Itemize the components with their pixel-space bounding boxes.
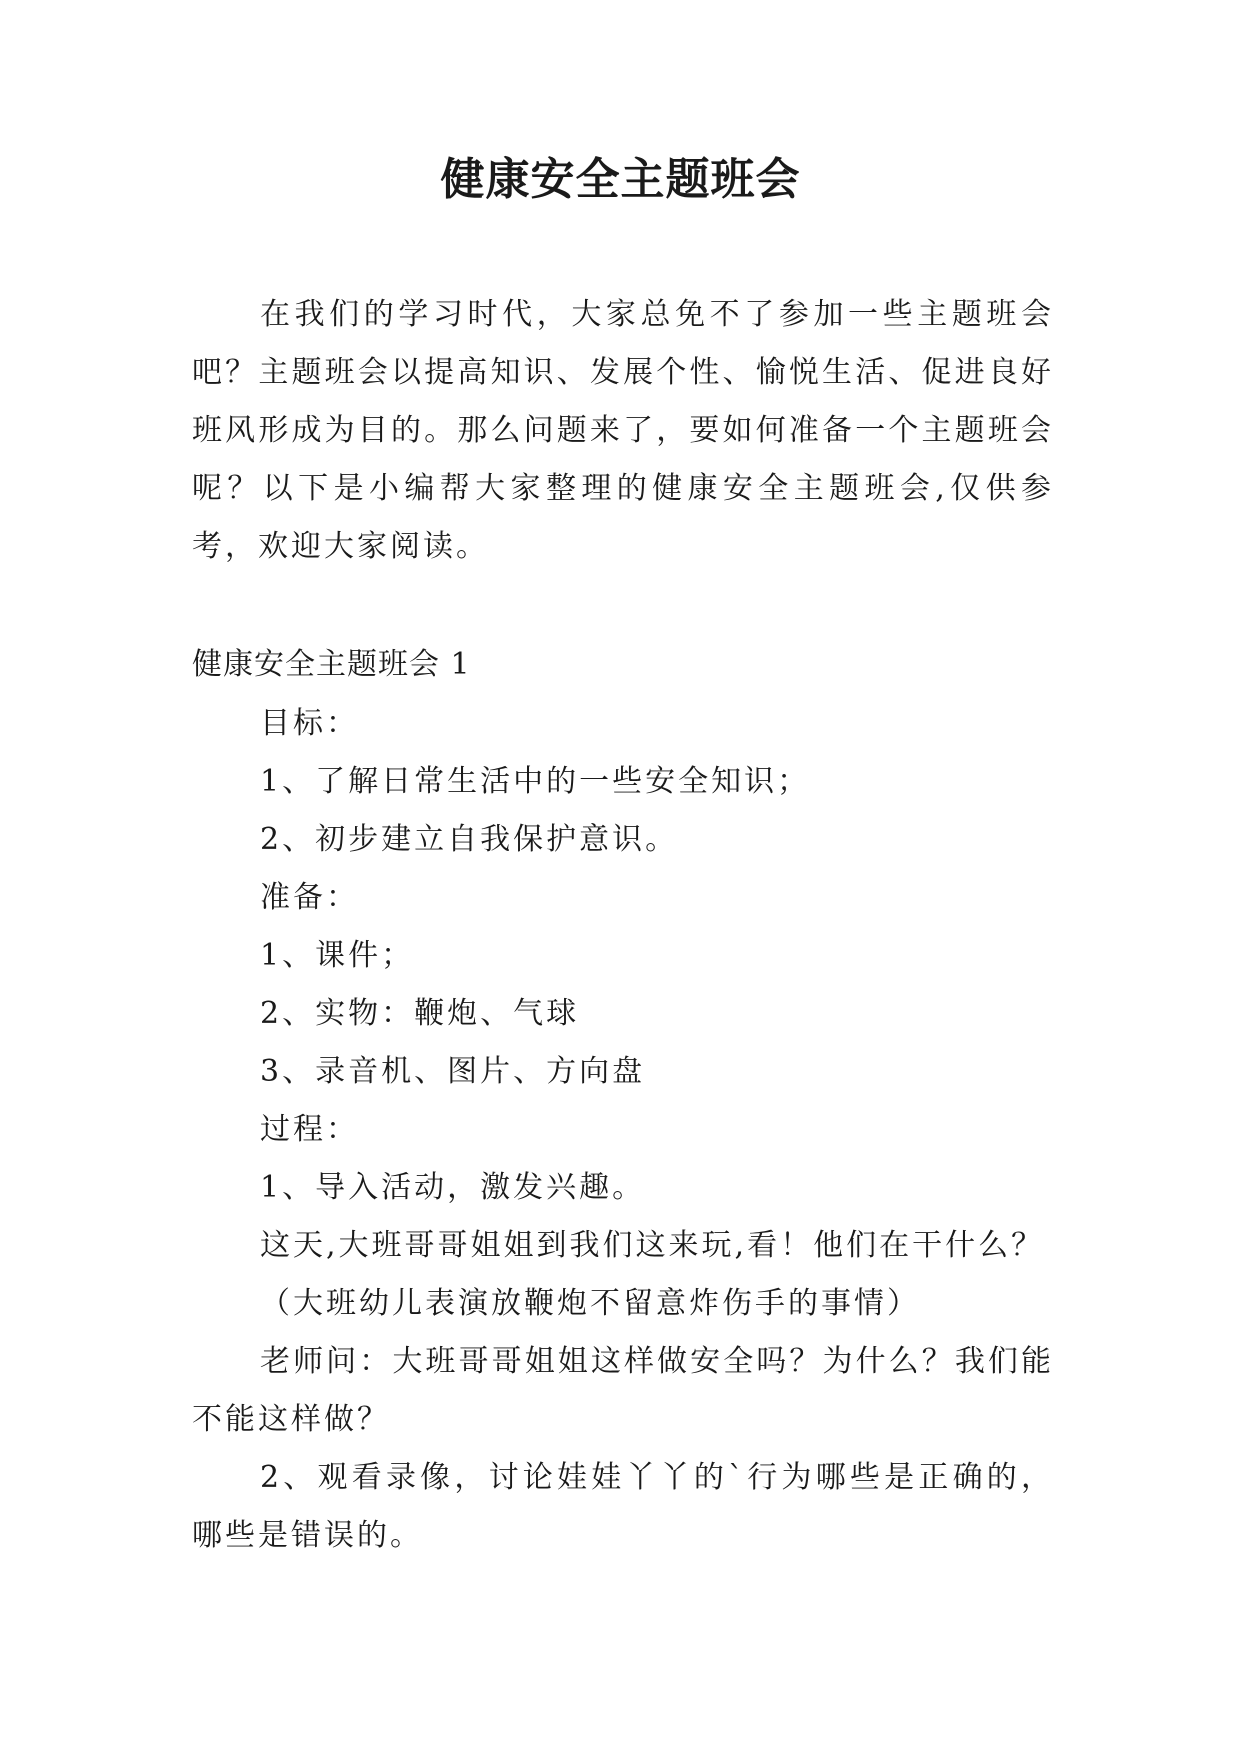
body-line: 过程： (260, 1112, 359, 1147)
body-paragraph: 2、观看录像，讨论娃娃丫丫的`行为哪些是正确的，哪些是错误的。 (192, 1460, 1054, 1553)
body-line: 2、实物：鞭炮、气球 (260, 996, 580, 1031)
body-line: 2、初步建立自我保护意识。 (260, 822, 679, 857)
document-title: 健康安全主题班会 (440, 154, 801, 205)
body-line: 1、导入活动，激发兴趣。 (260, 1170, 646, 1205)
body-line: 1、了解日常生活中的一些安全知识； (260, 764, 811, 799)
body-line: 目标： (260, 706, 359, 741)
body-paragraph: 老师问：大班哥哥姐姐这样做安全吗？为什么？我们能不能这样做？ (192, 1344, 1054, 1437)
body-line: 准备： (260, 880, 359, 915)
body-line: 这天,大班哥哥姐姐到我们这来玩,看！他们在干什么？ (260, 1228, 1045, 1263)
body-line: 1、课件； (260, 938, 415, 973)
intro-paragraph: 在我们的学习时代，大家总免不了参加一些主题班会吧？主题班会以提高知识、发展个性、愉悦生活、促进良好班风形成为目的。那么问题来了，要如何准备一个主题班会呢？以下是小编帮大家整理的健康安全主题班会,仅供参考，欢迎大家阅读。 (192, 297, 1054, 564)
body-line: （大班幼儿表演放鞭炮不留意炸伤手的事情） (260, 1286, 920, 1321)
section-body (192, 695, 1054, 1565)
section-heading: 健康安全主题班会 1 (192, 647, 471, 682)
body-line: 3、录音机、图片、方向盘 (260, 1054, 646, 1089)
